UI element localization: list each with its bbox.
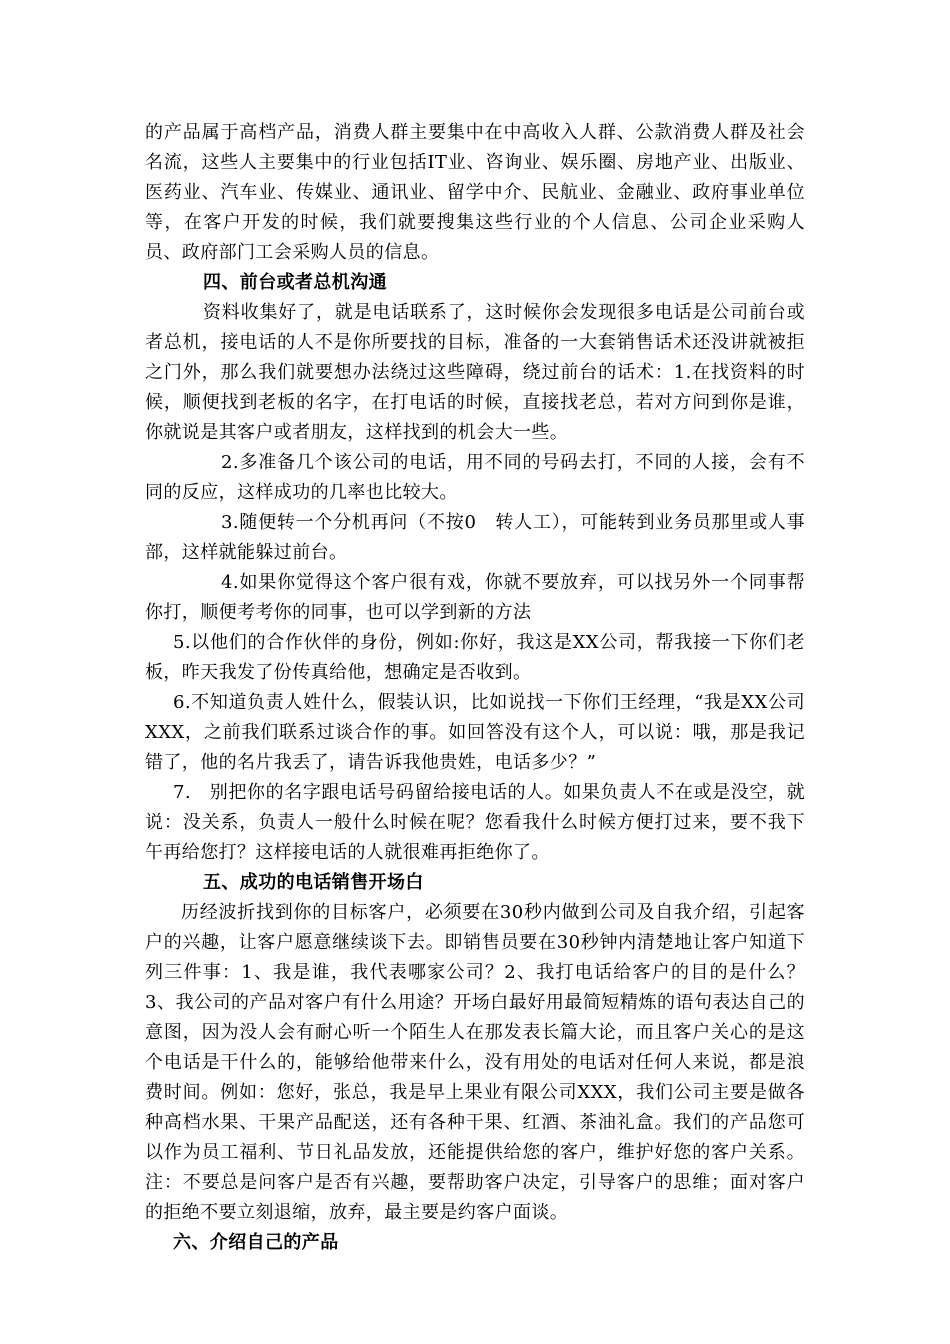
- paragraph-tip-3: 3.随便转一个分机再问（不按0 转人工），可能转到业务员那里或人事部，这样就能躲过前台。: [145, 512, 805, 563]
- paragraph-tip-7: 7. 别把你的名字跟电话号码留给接电话的人。如果负责人不在或是没空，就说：没关系，负责人一般什么时候在呢？您看我什么时候方便打过来，要不我下午再给您打？这样接电话的人就很难再拒绝你了。: [145, 782, 805, 863]
- paragraph-tip-2: 2.多准备几个该公司的电话，用不同的号码去打，不同的人接，会有不同的反应，这样成功的几率也比较大。: [145, 452, 805, 503]
- heading-section-5: 五、成功的电话销售开场白: [203, 872, 424, 893]
- paragraph-target-industries: 的产品属于高档产品，消费人群主要集中在中高收入人群、公款消费人群及社会名流，这些人主要集中的行业包括IT业、咨询业、娱乐圈、房地产业、出版业、医药业、汽车业、传媒业、通讯业、留学中介、民航业、金融业、政府事业单位等，在客户开发的时候，我们就要搜集这些行业的个人信息、公司企业采购人员、政府部门工会采购人员的信息。: [145, 122, 805, 263]
- heading-section-4: 四、前台或者总机沟通: [203, 272, 387, 293]
- paragraph-tip-6: 6.不知道负责人姓什么，假装认识，比如说找一下你们王经理，“我是XX公司XXX，之前我们联系过谈合作的事。如回答没有这个人，可以说：哦，那是我记错了，他的名片我丢了，请告诉我他贵姓，电话多少？”: [145, 692, 805, 773]
- paragraph-opening-lines: 历经波折找到你的目标客户，必须要在30秒内做到公司及自我介绍，引起客户的兴趣，让客户愿意继续谈下去。即销售员要在30秒钟内清楚地让客户知道下列三件事：1、我是谁，我代表哪家公司？2、我打电话给客户的目的是什么？3、我公司的产品对客户有什么用途？开场白最好用最简短精炼的语句表达自己的意图，因为没人会有耐心听一个陌生人在那发表长篇大论，而且客户关心的是这个电话是干什么的，能够给他带来什么，没有用处的电话对任何人来说，都是浪费时间。例如：您好，张总，我是早上果业有限公司XXX，我们公司主要是做各种高档水果、干果产品配送，还有各种干果、红酒、茶油礼盒。我们的产品您可以作为员工福利、节日礼品发放，还能提供给您的客户，维护好您的客户关系。注：不要总是问客户是否有兴趣，要帮助客户决定，引导客户的思维；面对客户的拒绝不要立刻退缩，放弃，最主要是约客户面谈。: [145, 902, 805, 1223]
- paragraph-tip-4: 4.如果你觉得这个客户很有戏，你就不要放弃，可以找另外一个同事帮你打，顺便考考你的同事，也可以学到新的方法: [145, 572, 805, 623]
- document-body: [145, 118, 805, 1258]
- paragraph-reception-intro: 资料收集好了，就是电话联系了，这时候你会发现很多电话是公司前台或者总机，接电话的人不是你所要找的目标，准备的一大套销售话术还没讲就被拒之门外，那么我们就要想办法绕过这些障碍，绕过前台的话术：1.在找资料的时候，顺便找到老板的名字，在打电话的时候，直接找老总，若对方问到你是谁，你就说是其客户或者朋友，这样找到的机会大一些。: [145, 302, 805, 443]
- paragraph-tip-5: 5.以他们的合作伙伴的身份，例如:你好，我这是XX公司，帮我接一下你们老板，昨天我发了份传真给他，想确定是否收到。: [145, 632, 805, 683]
- heading-section-6: 六、介绍自己的产品: [173, 1232, 339, 1253]
